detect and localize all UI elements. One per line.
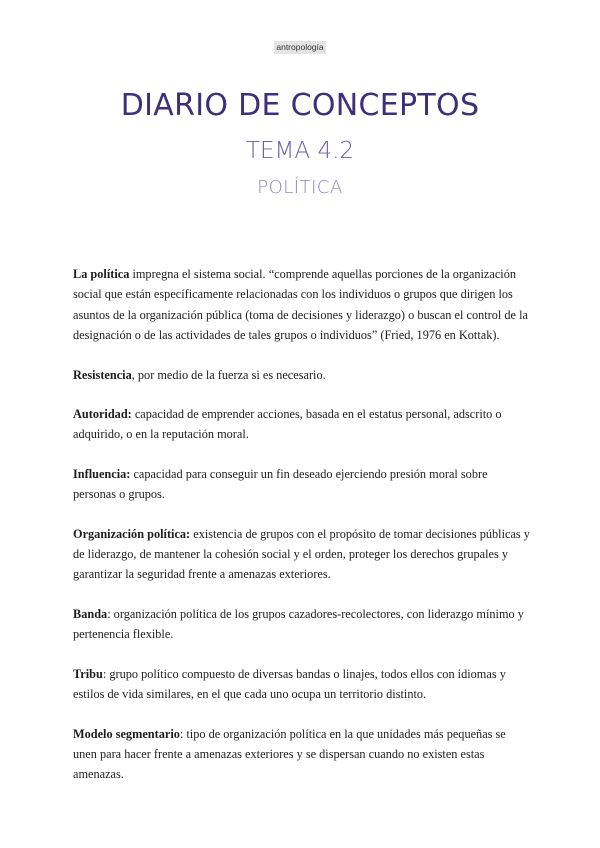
- concept-entry: [73, 365, 531, 385]
- concept-entry: [73, 464, 531, 505]
- concept-definition: , por medio de la fuerza si es necesario.: [131, 367, 326, 382]
- concept-term: Organización política:: [73, 526, 191, 541]
- concept-definition: existencia de grupos con el propósito de tomar decisiones públicas y de liderazgo, de mantener la cohesión social y el orden, proteger los derechos grupales y garantizar la seguridad frente a amenazas exteriores.: [73, 526, 530, 582]
- concept-term: Influencia:: [73, 466, 131, 481]
- concept-entry: [73, 664, 531, 705]
- concept-term: Resistencia: [73, 367, 132, 382]
- concept-definition: : grupo político compuesto de diversas bandas o linajes, todos ellos con idiomas y estilos de vida similares, en el que cada uno ocupa un territorio distinto.: [73, 666, 506, 702]
- concepts-body: [73, 264, 531, 804]
- concept-term: La política: [73, 267, 130, 281]
- subject-tag: [0, 37, 600, 55]
- title-block: [0, 86, 600, 200]
- concept-term: Tribu: [73, 666, 103, 681]
- page-title: DIARIO DE CONCEPTOS: [120, 88, 480, 123]
- concept-definition: capacidad de emprender acciones, basada en el estatus personal, adscrito o adquirido, o en la reputación moral.: [73, 407, 502, 442]
- concept-definition: : organización política de los grupos cazadores-recolectores, con liderazgo mínimo y pertenencia flexible.: [73, 606, 524, 642]
- concept-entry: [73, 524, 531, 585]
- concept-definition: capacidad para conseguir un fin deseado ejerciendo presión moral sobre personas o grupos.: [73, 466, 488, 502]
- concept-definition: : tipo de organización política en la que unidades más pequeñas se unen para hacer frente a amenazas exteriores y se dispersan cuando no existen estas amenazas.: [73, 726, 506, 782]
- concept-definition: impregna el sistema social. “comprende aquellas porciones de la organización social que están específicamente relacionadas con los individuos o grupos que dirigen los asuntos de la organización pública (toma de decisiones y liderazgo) o buscan el control de la designación o de las actividades de tales grupos o individuos” (Fried, 1976 en Kottak).: [73, 267, 528, 343]
- concept-entry: [73, 404, 531, 445]
- concept-entry: [73, 264, 531, 346]
- concept-entry: [73, 604, 531, 645]
- concept-entry: [73, 724, 531, 785]
- page-subtitle: TEMA 4.2: [245, 138, 355, 164]
- page-topic: POLÍTICA: [257, 177, 343, 198]
- subject-tag-label: antropología: [276, 42, 324, 52]
- concept-term: Modelo segmentario: [73, 726, 180, 741]
- concept-term: Autoridad:: [73, 407, 132, 422]
- concept-term: Banda: [73, 606, 108, 621]
